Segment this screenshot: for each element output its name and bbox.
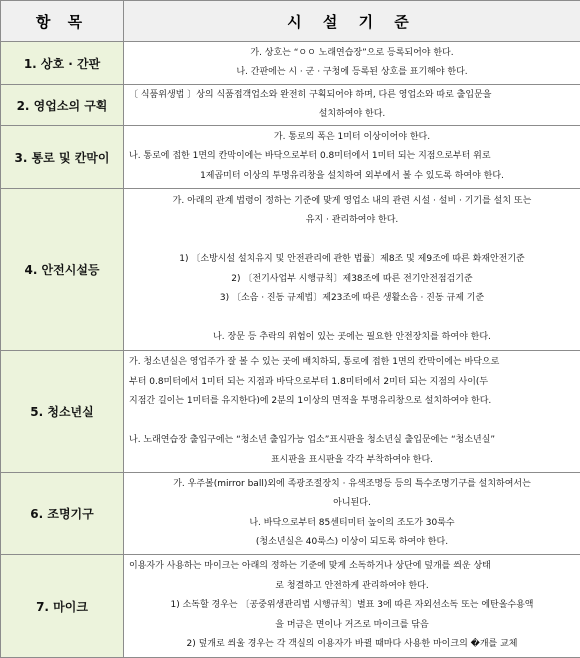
standard-line: 가. 청소년실은 영업주가 잘 볼 수 있는 곳에 배치하되, 통로에 접한 1면의 칸막이에는 바닥으로 <box>127 353 577 373</box>
table-row <box>1 126 580 189</box>
standard-line: 〔 식품위생법 〕상의 식품접객업소와 완전히 구획되어야 하며, 다른 영업소와 따로 출입문을 <box>127 86 577 106</box>
item-label: 7. 마이크 <box>1 555 124 658</box>
standard-line: 을 머금은 면이나 거즈로 마이크를 닦음 <box>127 616 577 636</box>
standard-line: 가. 우주볼(mirror ball)외에 족광조절장치 · 유색조명등 등의 특수조명기구를 설치하여서는 <box>127 475 577 495</box>
table-row <box>1 42 580 85</box>
header-item: 항 목 <box>1 1 124 42</box>
standard-line: 표시판을 표시판을 각각 부착하여야 한다. <box>127 451 577 471</box>
standard-line: 가. 아래의 관계 법령이 정하는 기준에 맞게 영업소 내의 관련 시설 · 설비 · 기기를 설치 또는 <box>127 192 577 212</box>
standard-line: 3) 〔소음 · 진동 규제법〕제23조에 따른 생활소음 · 진동 규제 기준 <box>127 289 577 309</box>
standard-line: 가. 통로의 폭은 1미터 이상이어야 한다. <box>127 128 577 148</box>
table-row <box>1 555 580 658</box>
standard-line: 1) 〔소방시설 설치유지 및 안전관리에 관한 법률〕제8조 및 제9조에 따른 화재안전기준 <box>127 250 577 270</box>
standard-line: 나. 노래연습장 출입구에는 “청소년 출입가능 업소”표시판을 청소년실 출입문에는 “청소년실” <box>127 431 577 451</box>
standard-line: 2) 〔전기사업부 시행규칙〕제38조에 따른 전기안전점검기준 <box>127 270 577 290</box>
table-row <box>1 85 580 126</box>
standard-line: 설치하여야 한다. <box>127 105 577 125</box>
table-row <box>1 351 580 473</box>
standard-cell <box>124 555 580 658</box>
table-row <box>1 189 580 351</box>
standard-line: 나. 바닥으로부터 85센티미터 높이의 조도가 30룩수 <box>127 514 577 534</box>
standard-line: 나. 간판에는 시 · 군 · 구청에 등록된 상호를 표기해야 한다. <box>127 63 577 83</box>
item-label: 5. 청소년실 <box>1 351 124 473</box>
header-row <box>1 1 580 42</box>
standard-cell <box>124 189 580 351</box>
blank-line <box>127 231 577 251</box>
standard-cell <box>124 42 580 85</box>
item-label: 4. 안전시설등 <box>1 189 124 351</box>
standard-cell <box>124 85 580 126</box>
standard-line: 가. 상호는 “ㅇㅇ 노래연습장”으로 등록되어야 한다. <box>127 44 577 64</box>
standard-line: 1제곱미터 이상의 투명유리창을 설치하여 외부에서 볼 수 있도록 하여야 한다. <box>127 167 577 187</box>
item-label: 6. 조명기구 <box>1 473 124 555</box>
standard-line: 아니된다. <box>127 494 577 514</box>
standard-line: 이용자가 사용하는 마이크는 아래의 정하는 기준에 맞게 소독하거나 상단에 덮개를 씌운 상태 <box>127 557 577 577</box>
standard-cell <box>124 351 580 473</box>
blank-line <box>127 412 577 432</box>
standard-line: 유지 · 관리하여야 한다. <box>127 211 577 231</box>
header-standard: 시 설 기 준 <box>124 1 580 42</box>
standard-cell <box>124 473 580 555</box>
standard-line: 2) 덮개로 씌울 경우는 각 객실의 이용자가 바뀔 때마다 사용한 마이크의 �개를 교체 <box>127 635 577 655</box>
item-label: 1. 상호 · 간판 <box>1 42 124 85</box>
item-label: 3. 통로 및 칸막이 <box>1 126 124 189</box>
standard-line: 1) 소독할 경우는 〔공중위생관리법 시행규칙〕별표 3에 따른 자외선소독 또는 에탄올수용액 <box>127 596 577 616</box>
blank-line <box>127 309 577 329</box>
standard-line: 지점간 길이는 1미터를 유지한다)에 2분의 1이상의 면적을 투명유리창으로 설치하여야 한다. <box>127 392 577 412</box>
standard-line: 나. 통로에 접한 1면의 칸막이에는 바닥으로부터 0.8미터에서 1미터 되는 지점으로부터 위로 <box>127 147 577 167</box>
table-row <box>1 473 580 555</box>
standard-line: (청소년실은 40룩스) 이상이 되도록 하여야 한다. <box>127 533 577 553</box>
standard-line: 로 청결하고 안전하게 관리하여야 한다. <box>127 577 577 597</box>
standard-cell <box>124 126 580 189</box>
item-label: 2. 영업소의 구획 <box>1 85 124 126</box>
standard-line: 부터 0.8미터에서 1미터 되는 지점과 바닥으로부터 1.8미터에서 2미터 되는 지점의 사이(두 <box>127 373 577 393</box>
standard-line: 나. 장문 등 추락의 위험이 있는 곳에는 필요한 안전장치를 하여야 한다. <box>127 328 577 348</box>
